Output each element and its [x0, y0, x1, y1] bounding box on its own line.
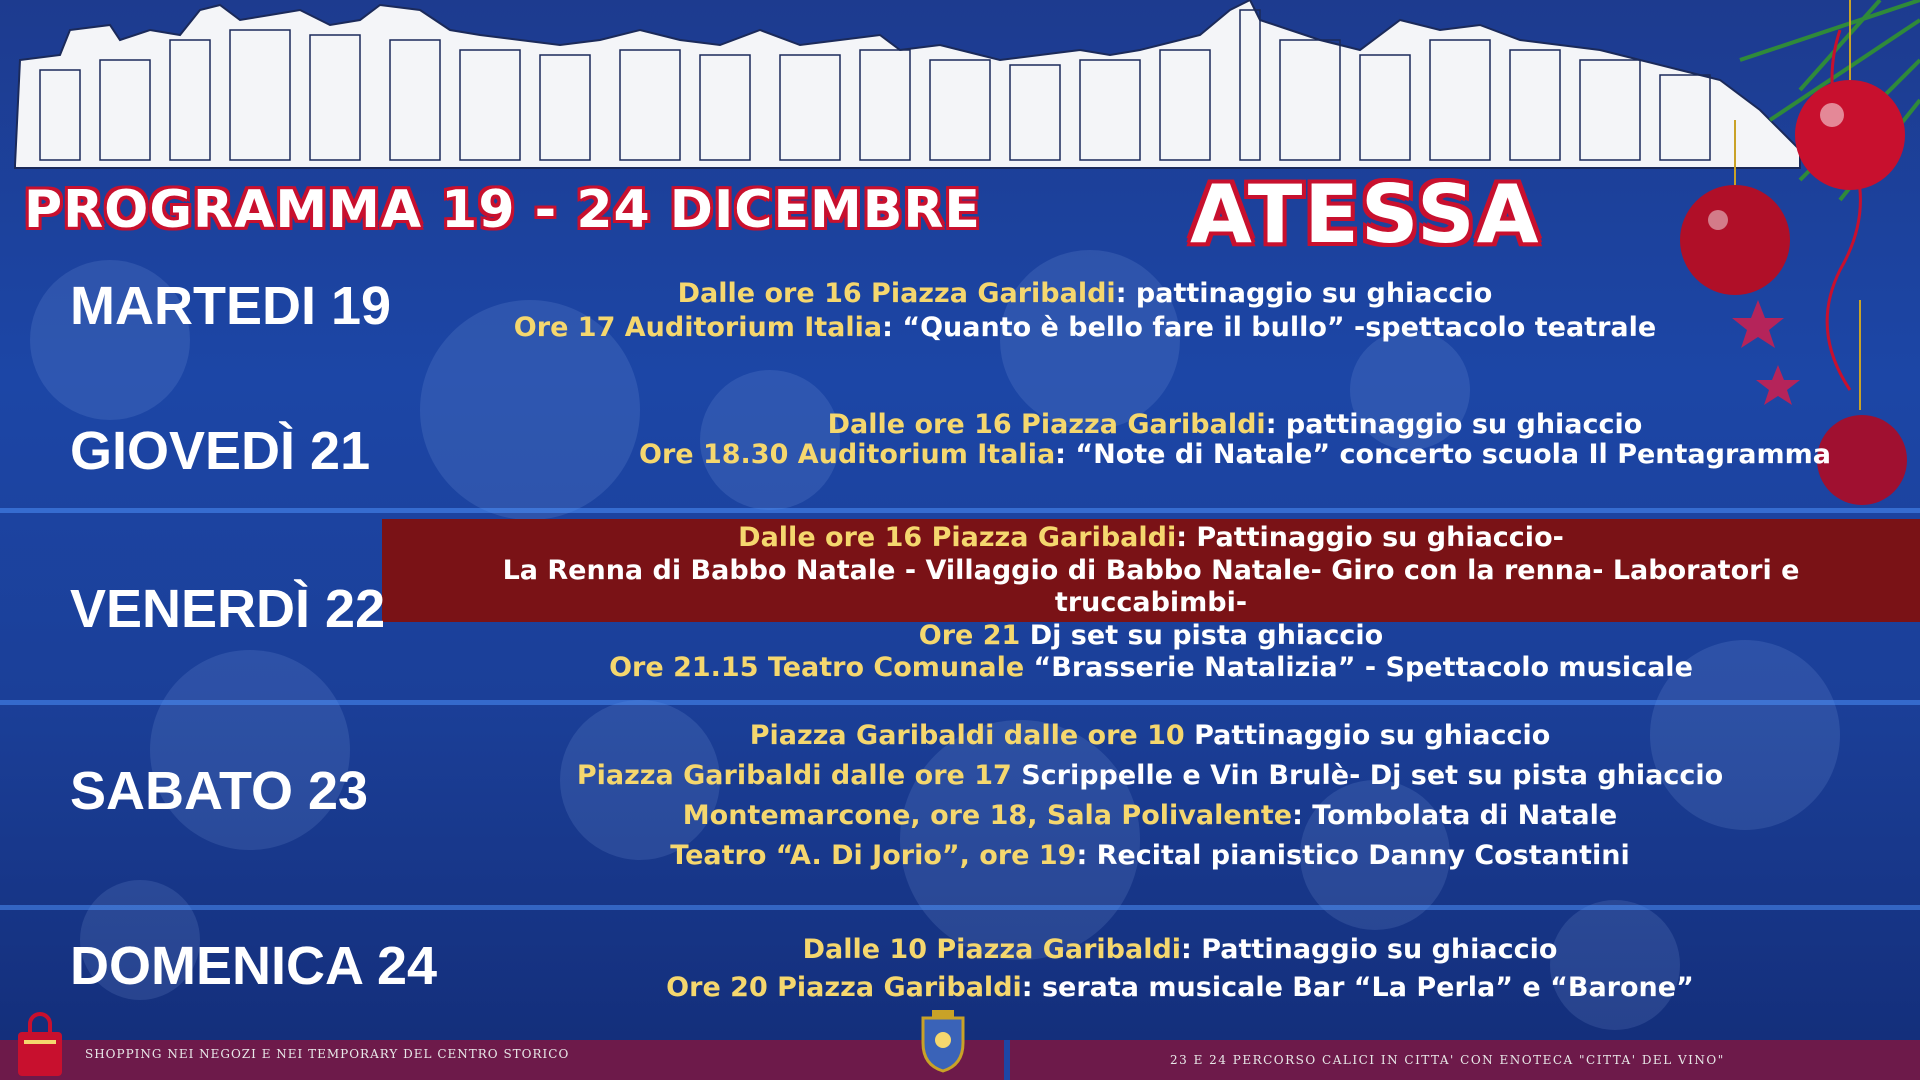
- event-line: Dalle ore 16 Piazza Garibaldi: Pattinaggio su ghiaccio-: [738, 522, 1564, 553]
- event-line: Piazza Garibaldi dalle ore 10 Pattinaggio su ghiaccio: [749, 720, 1551, 751]
- event-line: Dalle 10 Piazza Garibaldi: Pattinaggio su ghiaccio: [802, 934, 1558, 965]
- shopping-bag-icon: [10, 1010, 70, 1080]
- event-line: Ore 18.30 Auditorium Italia: “Note di Natale” concerto scuola Il Pentagramma: [639, 439, 1831, 470]
- page-title: PROGRAMMA 19 - 24 DICEMBRE: [24, 180, 981, 240]
- event-line: La Renna di Babbo Natale - Villaggio di Babbo Natale- Giro con la renna- Laboratori e: [502, 554, 1800, 586]
- divider: [0, 905, 1920, 910]
- event-line: Teatro “A. Di Jorio”, ore 19: Recital pianistico Danny Costantini: [670, 840, 1630, 871]
- event-line: Ore 20 Piazza Garibaldi: serata musicale Bar “La Perla” e “Barone”: [666, 972, 1694, 1003]
- event-list: [382, 522, 1920, 685]
- divider: [0, 700, 1920, 705]
- event-line: Ore 17 Auditorium Italia: “Quanto è bello fare il bullo” -spettacolo teatrale: [513, 312, 1657, 343]
- event-list: [400, 277, 1770, 345]
- day-label: MARTEDI 19: [70, 276, 392, 336]
- day-label: DOMENICA 24: [70, 936, 438, 996]
- town-name: ATESSA: [1190, 168, 1541, 261]
- divider: [0, 508, 1920, 513]
- coat-of-arms-icon: [918, 1008, 968, 1073]
- event-line: Ore 21 Dj set su pista ghiaccio: [918, 619, 1384, 651]
- footer-shopping-text: SHOPPING NEI NEGOZI E NEI TEMPORARY DEL CENTRO STORICO: [85, 1047, 570, 1061]
- day-label: VENERDÌ 22: [70, 579, 386, 639]
- event-line: Dalle ore 16 Piazza Garibaldi: pattinaggio su ghiaccio: [827, 409, 1643, 440]
- event-line: Montemarcone, ore 18, Sala Polivalente: Tombolata di Natale: [682, 800, 1618, 831]
- event-line: Ore 21.15 Teatro Comunale “Brasserie Natalizia” - Spettacolo musicale: [609, 652, 1693, 683]
- footer-separator: [1004, 1040, 1010, 1080]
- event-list: [450, 716, 1850, 876]
- event-list: [560, 410, 1910, 470]
- event-line: Piazza Garibaldi dalle ore 17 Scrippelle e Vin Brulè- Dj set su pista ghiaccio: [576, 760, 1724, 791]
- footer-calici-text: 23 E 24 PERCORSO CALICI IN CITTA' CON ENOTECA "CITTA' DEL VINO": [1170, 1053, 1725, 1067]
- day-label: SABATO 23: [70, 761, 369, 821]
- event-line: truccabimbi-: [1054, 587, 1248, 618]
- event-line: Dalle ore 16 Piazza Garibaldi: pattinaggio su ghiaccio: [677, 278, 1493, 309]
- event-list: [480, 931, 1880, 1007]
- day-label: GIOVEDÌ 21: [70, 421, 371, 481]
